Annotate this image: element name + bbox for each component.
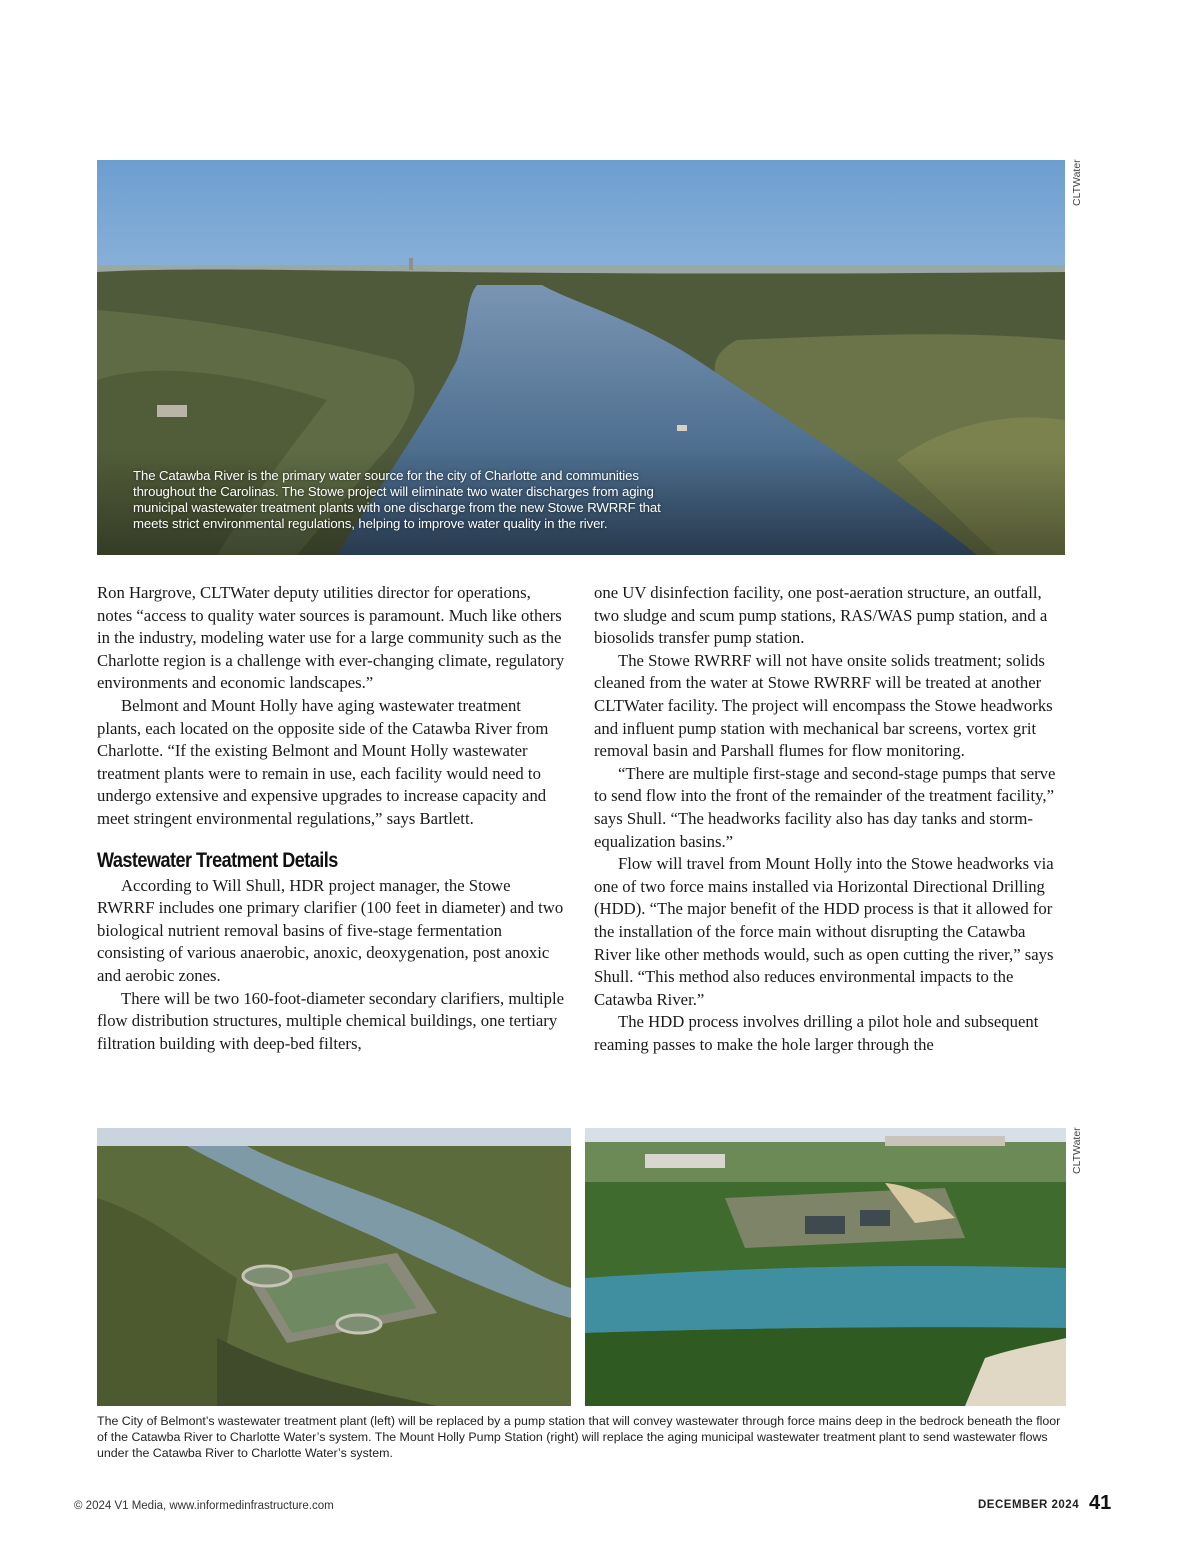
hero-caption: The Catawba River is the primary water source for the city of Charlotte and communities throughout the Carolinas. The Stowe project will eliminate two water discharges from aging municipal wastewater treatment plants with one discharge from the new Stowe RWRRF that meets strict environmental regulations, helping to improve water quality in the river. [133, 468, 661, 531]
paragraph: The Stowe RWRRF will not have onsite solids treatment; solids cleaned from the water at Stowe RWRRF will be treated at another CLTWater facility. The project will encompass the Stowe headworks and influent pump station with mechanical bar screens, vortex grit removal basin and Parshall flumes for flow monitoring. [594, 650, 1053, 761]
paragraph: Flow will travel from Mount Holly into the Stowe headworks via one of two force mains installed via Horizontal Directional Drilling (HDD). “The major benefit of the HDD process is that it allowed for the installation of the force main without disrupting the Catawba River like other methods would, such as open cutting the river,” says Shull. “This method also reduces environmental impacts to the Catawba River.” [594, 854, 1054, 1009]
photo-credit-top: CLTWater [1071, 159, 1083, 206]
paragraph: “There are multiple first-stage and second-stage pumps that serve to send flow into the front of the remainder of the treatment facility,” says Shull. “The headworks facility also has day tanks and storm-equalization basins.” [594, 763, 1056, 851]
hero-photo-catawba-river [97, 160, 1065, 555]
paragraph: one UV disinfection facility, one post-aeration structure, an outfall, two sludge and scum pump stations, RAS/WAS pump station, and a biosolids transfer pump station. [594, 583, 1048, 648]
paragraph: Ron Hargrove, CLTWater deputy utilities director for operations, notes “access to quality water sources is paramount. Much like others in the industry, modeling water use for a large community such as the Charlotte region is a challenge with ever-changing climate, regulatory environments and economic landscapes.” [97, 583, 565, 693]
paragraph: According to Will Shull, HDR project manager, the Stowe RWRRF includes one primary clarifier (100 feet in diameter) and two biological nutrient removal basins of five-stage fermentation consisting of various anaerobic, anoxic, deoxygenation, post anoxic and aerobic zones. [97, 875, 564, 985]
photo-belmont-treatment-plant [97, 1128, 571, 1406]
article-column-left [97, 582, 567, 1055]
footer-issue-date: DECEMBER 2024 [978, 1499, 1080, 1511]
photo-credit-bottom: CLTWater [1071, 1127, 1083, 1174]
page-number: 41 [1089, 1492, 1112, 1514]
footer-copyright: © 2024 V1 Media, www.informedinfrastructure.com [74, 1500, 334, 1512]
bottom-photos-caption: The City of Belmont’s wastewater treatment plant (left) will be replaced by a pump station that will convey wastewater through force mains deep in the bedrock beneath the floor of the Catawba River to Charlotte Water’s system. The Mount Holly Pump Station (right) will replace the aging municipal wastewater treatment plant to send wastewater flows under the Catawba River to Charlotte Water’s system. [97, 1414, 1061, 1460]
paragraph: There will be two 160-foot-diameter secondary clarifiers, multiple flow distribution structures, multiple chemical buildings, one tertiary filtration building with deep-bed filters, [97, 988, 564, 1053]
paragraph: Belmont and Mount Holly have aging wastewater treatment plants, each located on the opposite side of the Catawba River from Charlotte. “If the existing Belmont and Mount Holly wastewater treatment plants were to remain in use, each facility would need to undergo extensive and expensive upgrades to increase capacity and meet stringent environmental regulations,” says Bartlett. [97, 695, 549, 828]
photo-mount-holly-pump-station [585, 1128, 1066, 1406]
paragraph: The HDD process involves drilling a pilot hole and subsequent reaming passes to make the hole larger through the [594, 1012, 1039, 1054]
section-heading: Wastewater Treatment Details [97, 848, 338, 872]
article-column-right [594, 582, 1064, 1056]
